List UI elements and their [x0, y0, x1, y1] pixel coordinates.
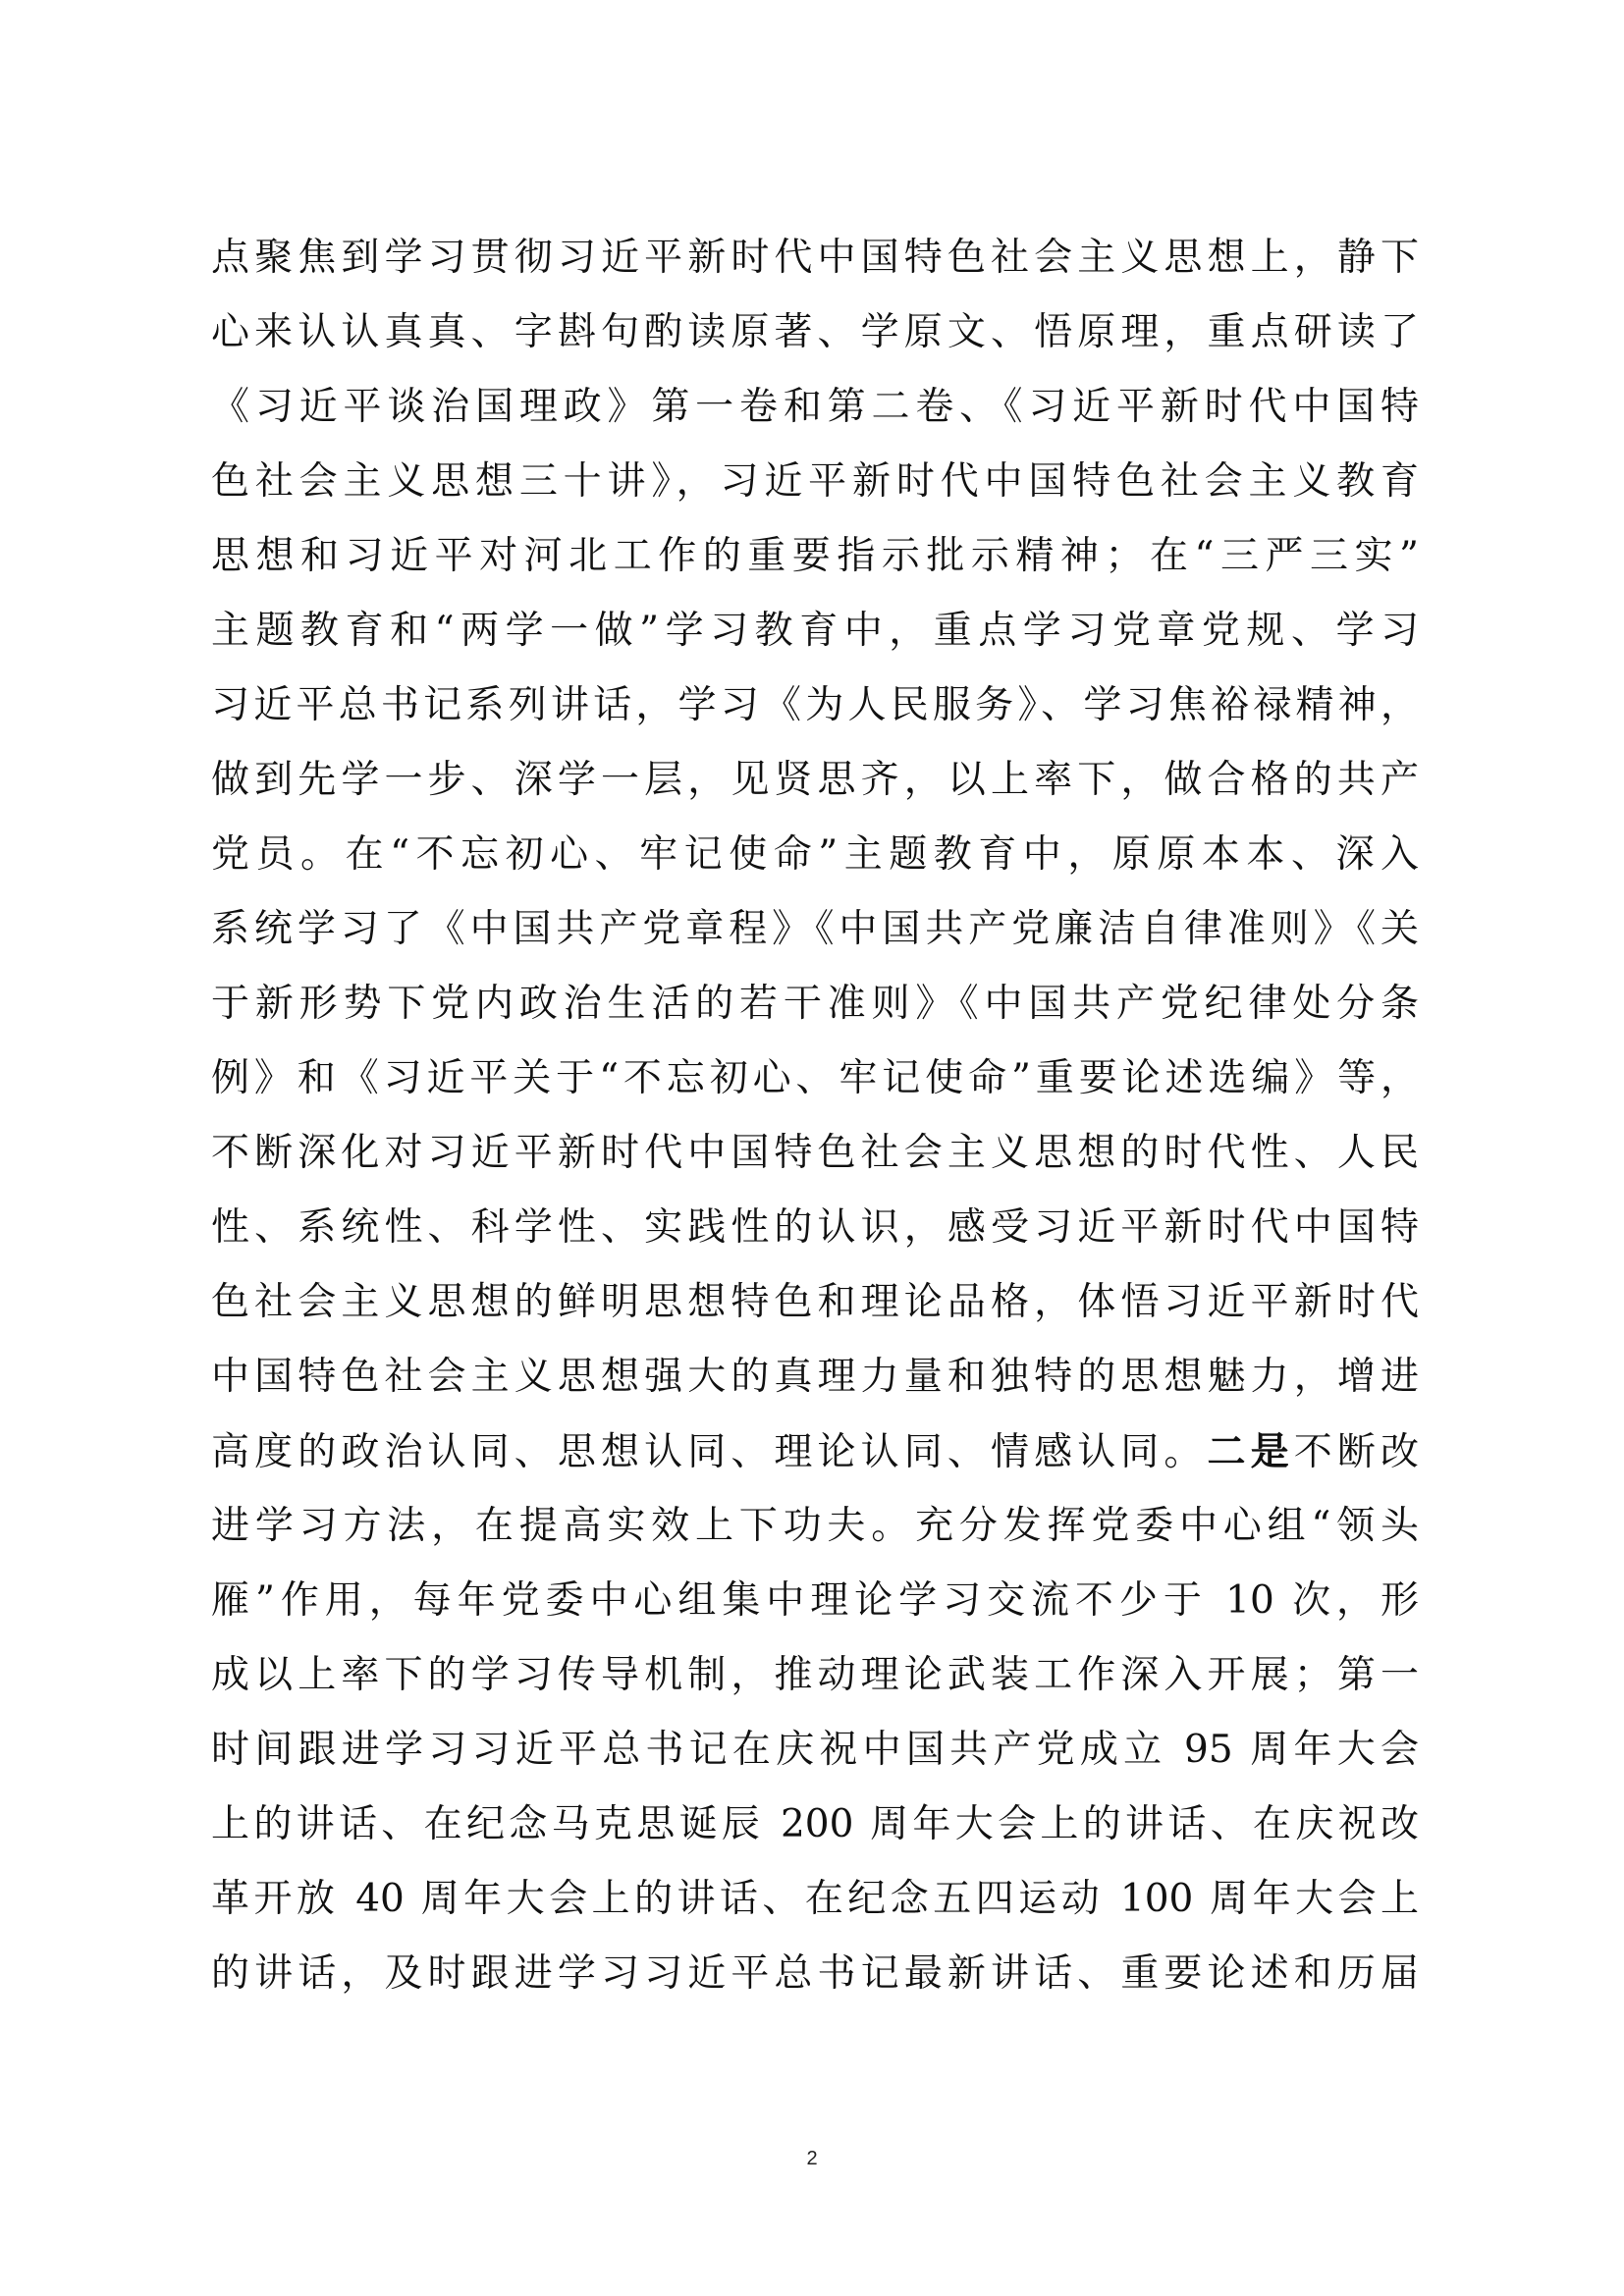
- text-line: 做到先学一步、深学一层，见贤思齐，以上率下，做合格的共产: [211, 758, 1419, 802]
- text-line: 中国特色社会主义思想强大的真理力量和独特的思想魅力，增进: [211, 1355, 1419, 1399]
- text-line: 心来认认真真、字斟句酌读原著、学原文、悟原理，重点研读了: [211, 310, 1419, 354]
- text-segment: 高度的政治认同、思想认同、理论认同、情感认同。: [211, 1430, 1208, 1474]
- text-line: 思想和习近平对河北工作的重要指示批示精神；在“三严三实”: [211, 534, 1419, 578]
- text-line: 进学习方法，在提高实效上下功夫。充分发挥党委中心组“领头: [211, 1504, 1419, 1548]
- text-line: 不断深化对习近平新时代中国特色社会主义思想的时代性、人民: [211, 1131, 1419, 1175]
- body-text: [211, 221, 1419, 2011]
- text-line: 革开放 40 周年大会上的讲话、在纪念五四运动 100 周年大会上: [211, 1877, 1419, 1921]
- text-line: 的讲话，及时跟进学习习近平总书记最新讲话、重要论述和历届: [211, 1951, 1419, 1996]
- text-line: 主题教育和“两学一做”学习教育中，重点学习党章党规、学习: [211, 609, 1419, 653]
- text-line: 雁”作用，每年党委中心组集中理论学习交流不少于 10 次，形: [211, 1578, 1419, 1623]
- text-line: 时间跟进学习习近平总书记在庆祝中国共产党成立 95 周年大会: [211, 1728, 1419, 1772]
- text-line: 性、系统性、科学性、实践性的认识，感受习近平新时代中国特: [211, 1205, 1419, 1250]
- text-line: 习近平总书记系列讲话，学习《为人民服务》、学习焦裕禄精神，: [211, 683, 1419, 727]
- text-line-with-bold: [211, 1415, 1419, 1489]
- text-line: 色社会主义思想的鲜明思想特色和理论品格，体悟习近平新时代: [211, 1280, 1419, 1324]
- text-line: 点聚焦到学习贯彻习近平新时代中国特色社会主义思想上，静下: [211, 236, 1419, 280]
- text-line: 色社会主义思想三十讲》，习近平新时代中国特色社会主义教育: [211, 459, 1419, 504]
- bold-marker: 二是: [1207, 1429, 1294, 1474]
- text-line: 例》和《习近平关于“不忘初心、牢记使命”重要论述选编》等，: [211, 1056, 1419, 1100]
- text-line: 成以上率下的学习传导机制，推动理论武装工作深入开展；第一: [211, 1653, 1419, 1697]
- text-line: 于新形势下党内政治生活的若干准则》《中国共产党纪律处分条: [211, 982, 1419, 1026]
- text-segment: 不断改: [1293, 1430, 1419, 1474]
- text-line: 上的讲话、在纪念马克思诞辰 200 周年大会上的讲话、在庆祝改: [211, 1802, 1419, 1846]
- page-number: 2: [806, 2148, 818, 2169]
- text-line: 《习近平谈治国理政》第一卷和第二卷、《习近平新时代中国特: [211, 385, 1419, 429]
- text-line: 系统学习了《中国共产党章程》《中国共产党廉洁自律准则》《关: [211, 907, 1419, 951]
- text-line: 党员。在“不忘初心、牢记使命”主题教育中，原原本本、深入: [211, 832, 1419, 877]
